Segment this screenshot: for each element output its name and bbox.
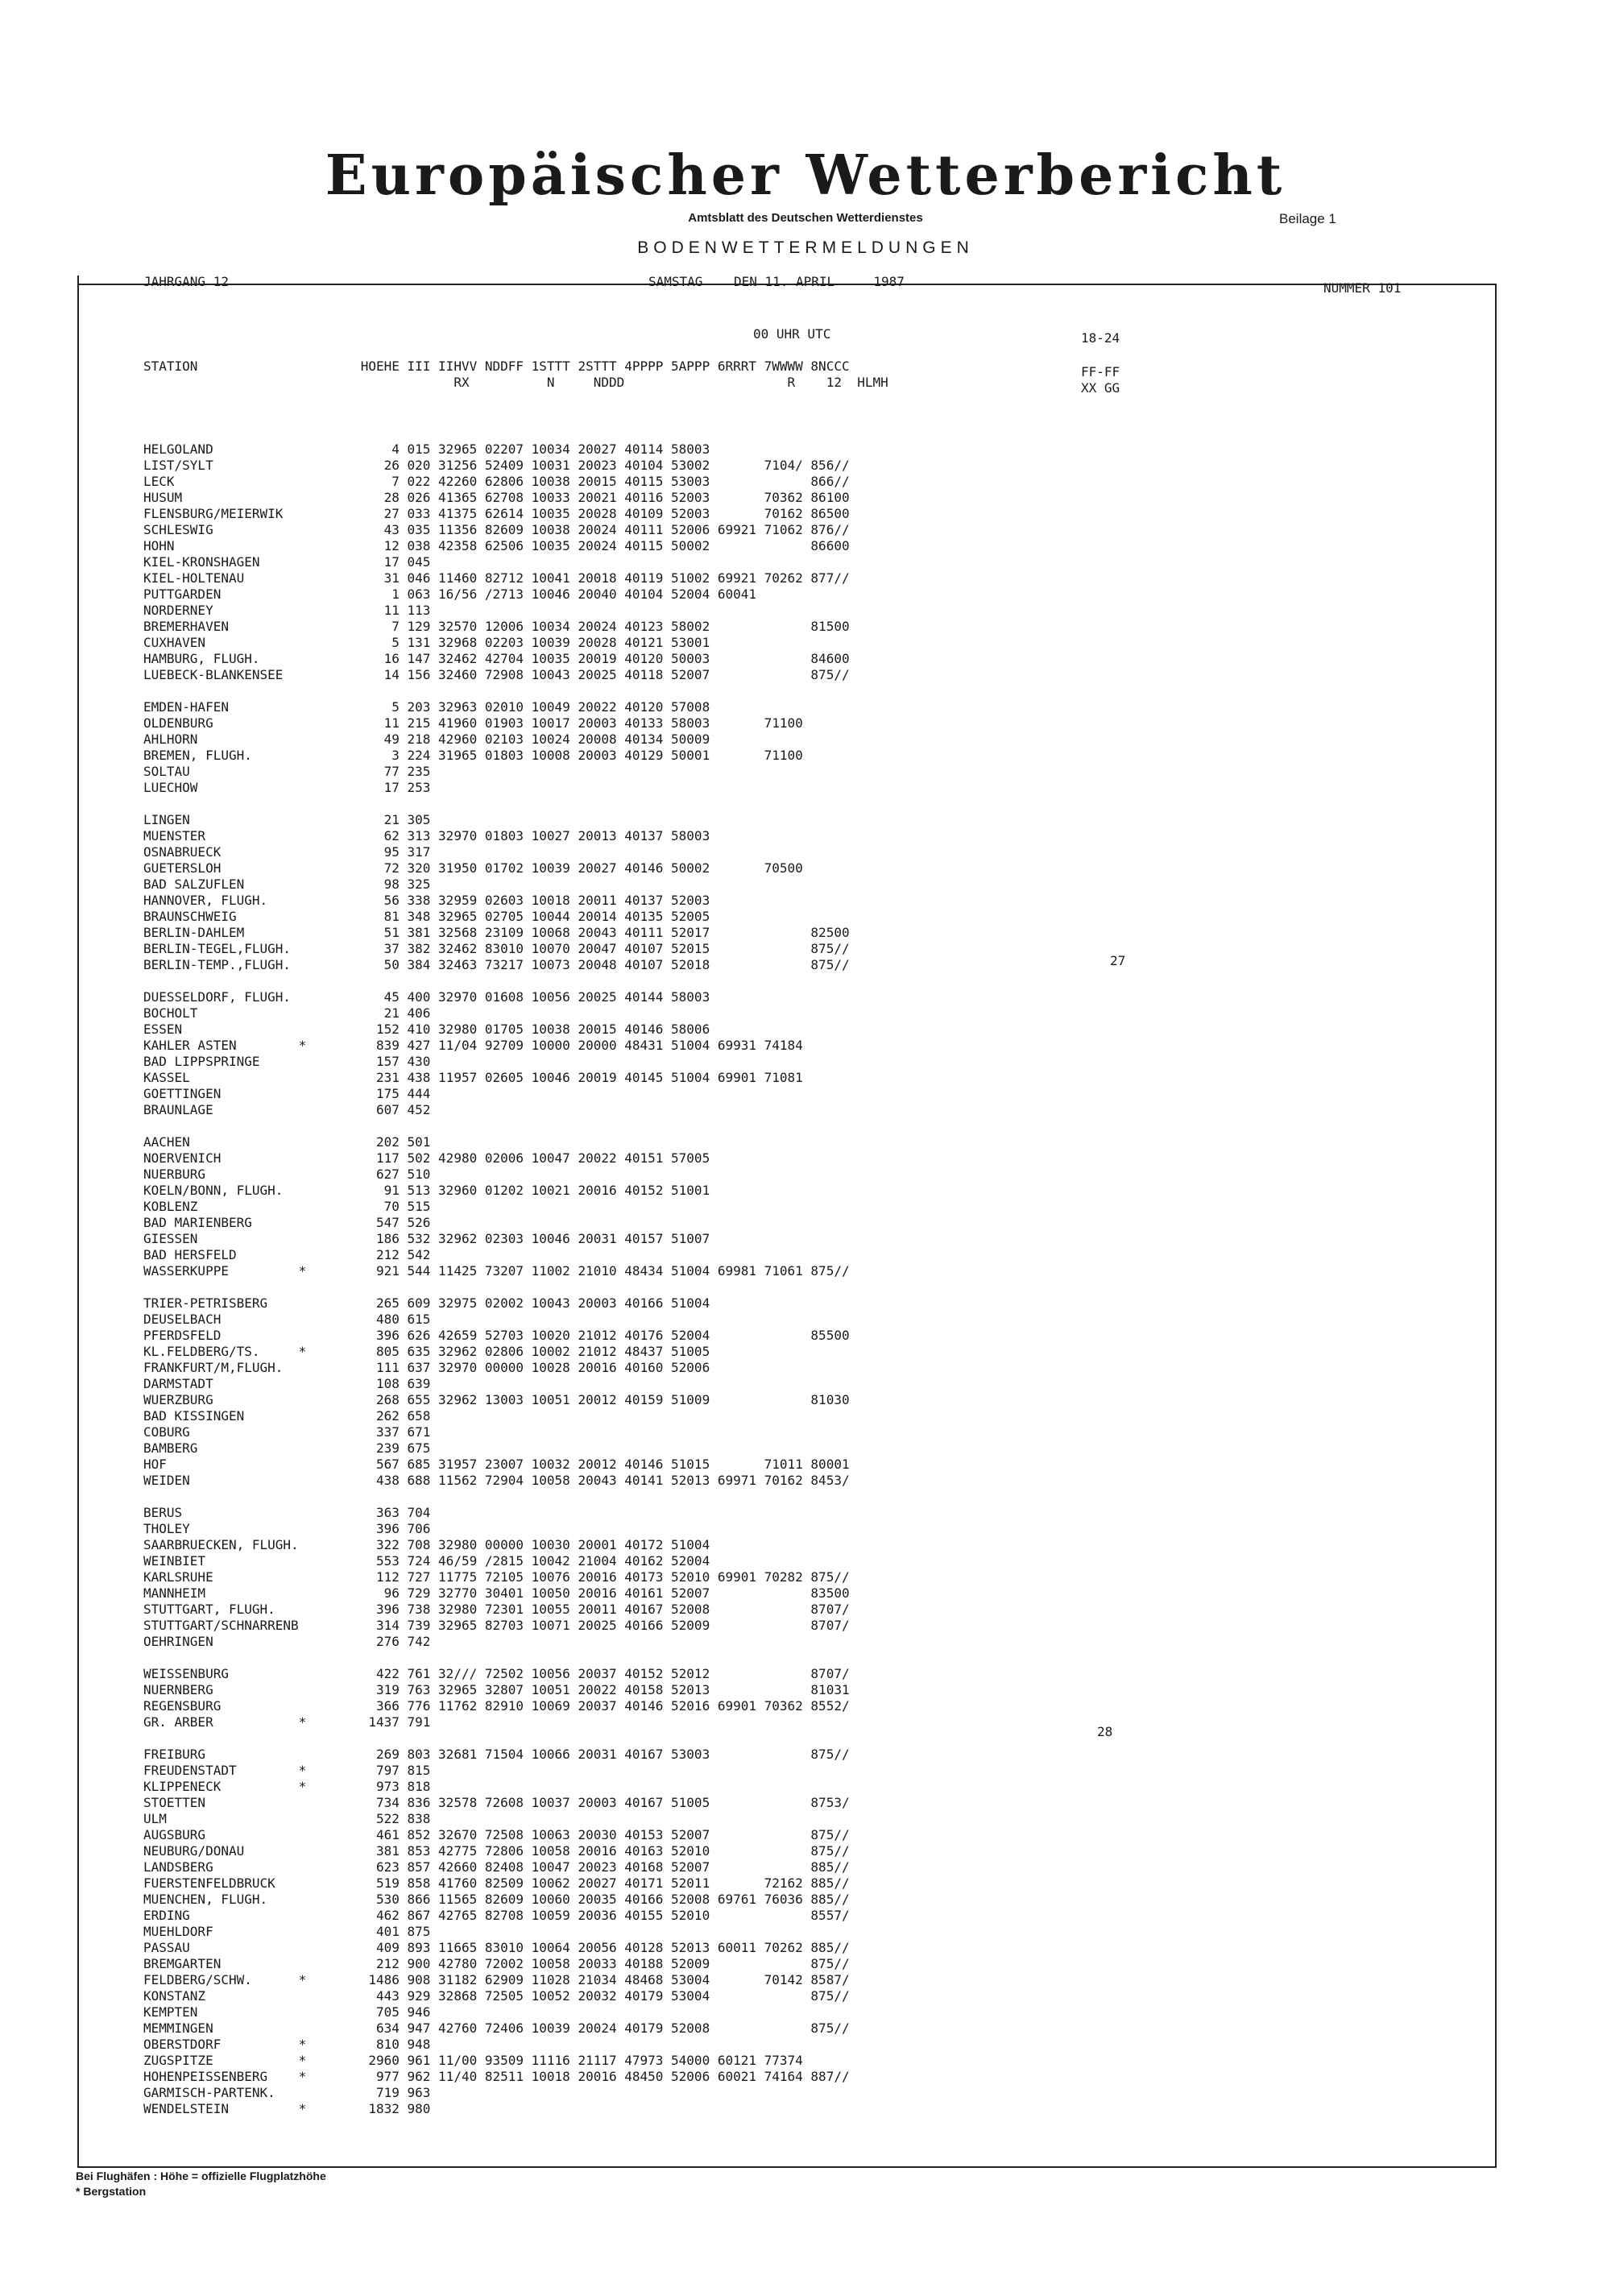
station-table [143, 409, 850, 2133]
footnote-airport-height: Bei Flughäfen : Höhe = offizielle Flugplatzhöhe [76, 2170, 326, 2182]
station-row: TRIER-PETRISBERG 265 609 32975 02002 10043 20003 40166 51004 [143, 1295, 710, 1311]
station-row: FELDBERG/SCHW. * 1486 908 31182 62909 11028 21034 48468 53004 70142 8587/ [143, 1972, 850, 1987]
station-row: BAD HERSFELD 212 542 [143, 1247, 431, 1262]
station-row: KIEL-KRONSHAGEN 17 045 [143, 554, 431, 570]
section-title: BODENWETTERMELDUNGEN [637, 238, 974, 257]
station-row: MUENCHEN, FLUGH. 530 866 11565 82609 10060 20035 40166 52008 69761 76036 885// [143, 1892, 850, 1907]
station-row: ULM 522 838 [143, 1811, 431, 1826]
station-row: FLENSBURG/MEIERWIK 27 033 41375 62614 10035 20028 40109 52003 70162 86500 [143, 506, 850, 521]
station-row: LIST/SYLT 26 020 31256 52409 10031 20023 40104 53002 7104/ 856// [143, 458, 850, 473]
station-row: BERLIN-DAHLEM 51 381 32568 23109 10068 20043 40111 52017 82500 [143, 925, 850, 940]
station-row: LUECHOW 17 253 [143, 780, 431, 795]
station-row: EMDEN-HAFEN 5 203 32963 02010 10049 20022 40120 57008 [143, 699, 710, 715]
station-row: HAMBURG, FLUGH. 16 147 32462 42704 10035 20019 40120 50003 84600 [143, 651, 850, 666]
report-subtitle: Amtsblatt des Deutschen Wetterdienstes [688, 211, 923, 225]
group-spacer [143, 1118, 850, 1134]
station-row: HANNOVER, FLUGH. 56 338 32959 02603 10018 20011 40137 52003 [143, 893, 710, 908]
side-mark: 28 [1097, 1724, 1113, 1739]
station-row: GOETTINGEN 175 444 [143, 1086, 431, 1101]
station-row: BAD SALZUFLEN 98 325 [143, 877, 431, 892]
station-row: LINGEN 21 305 [143, 812, 431, 827]
station-row: WEIDEN 438 688 11562 72904 10058 20043 40141 52013 69971 70162 8453/ [143, 1473, 850, 1488]
station-row: BRAUNLAGE 607 452 [143, 1102, 431, 1117]
station-row: BAD MARIENBERG 547 526 [143, 1215, 431, 1230]
report-title: Europäischer Wetterbericht [325, 143, 1286, 208]
group-spacer [143, 1730, 850, 1747]
station-row: FREUDENSTADT * 797 815 [143, 1763, 431, 1778]
station-row: REGENSBURG 366 776 11762 82910 10069 20037 40146 52016 69901 70362 8552/ [143, 1698, 850, 1714]
station-row: KOELN/BONN, FLUGH. 91 513 32960 01202 10021 20016 40152 51001 [143, 1183, 710, 1198]
station-row: KONSTANZ 443 929 32868 72505 10052 20032 40179 53004 875// [143, 1988, 850, 2004]
station-rows [143, 441, 850, 2117]
station-row: STUTTGART/SCHNARRENB 314 739 32965 82703 10071 20025 40166 52009 8707/ [143, 1618, 850, 1633]
group-spacer [143, 1279, 850, 1295]
station-row: BOCHOLT 21 406 [143, 1005, 431, 1021]
station-row: LECK 7 022 42260 62806 10038 20015 40115 53003 866// [143, 474, 850, 489]
station-row: MEMMINGEN 634 947 42760 72406 10039 20024 40179 52008 875// [143, 2020, 850, 2036]
station-row: OEHRINGEN 276 742 [143, 1634, 431, 1649]
station-row: GIESSEN 186 532 32962 02303 10046 20031 40157 51007 [143, 1231, 710, 1246]
station-row: KL.FELDBERG/TS. * 805 635 32962 02806 10002 21012 48437 51005 [143, 1344, 710, 1359]
station-row: ERDING 462 867 42765 82708 10059 20036 40155 52010 8557/ [143, 1908, 850, 1923]
station-row: WEISSENBURG 422 761 32/// 72502 10056 20037 40152 52012 8707/ [143, 1666, 850, 1681]
issue-number: NUMMER 101 [1323, 280, 1402, 296]
station-row: BAMBERG 239 675 [143, 1440, 431, 1456]
station-row: AUGSBURG 461 852 32670 72508 10063 20030 40153 52007 875// [143, 1827, 850, 1842]
station-row: WASSERKUPPE * 921 544 11425 73207 11002 21010 48434 51004 69981 71061 875// [143, 1263, 850, 1279]
wind-gust-subheader: XX GG [1081, 380, 1120, 396]
station-row: GR. ARBER * 1437 791 [143, 1714, 431, 1730]
station-row: THOLEY 396 706 [143, 1521, 431, 1536]
station-row: AHLHORN 49 218 42960 02103 10024 20008 40134 50009 [143, 731, 710, 747]
station-row: KEMPTEN 705 946 [143, 2004, 431, 2020]
group-spacer [143, 1650, 850, 1666]
column-header-row-2: RX N NDDD R 12 HLMH [143, 375, 888, 390]
station-row: LANDSBERG 623 857 42660 82408 10047 20023 40168 52007 885// [143, 1859, 850, 1875]
station-row: MUENSTER 62 313 32970 01803 10027 20013 40137 58003 [143, 828, 710, 843]
station-row: DUESSELDORF, FLUGH. 45 400 32970 01608 10056 20025 40144 58003 [143, 989, 710, 1005]
station-row: SCHLESWIG 43 035 11356 82609 10038 20024 40111 52006 69921 71062 876// [143, 522, 850, 537]
group-spacer [143, 683, 850, 699]
station-row: AACHEN 202 501 [143, 1134, 431, 1150]
station-row: KASSEL 231 438 11957 02605 10046 20019 40145 51004 69901 71081 [143, 1070, 803, 1085]
wind-gust-header: FF-FF [1081, 364, 1120, 379]
station-row: KLIPPENECK * 973 818 [143, 1779, 431, 1794]
station-row: ZUGSPITZE * 2960 961 11/00 93509 11116 21117 47973 54000 60121 77374 [143, 2053, 803, 2068]
group-spacer [143, 796, 850, 812]
period-label: 18-24 [1081, 330, 1120, 346]
station-row: FUERSTENFELDBRUCK 519 858 41760 82509 10062 20027 40171 52011 72162 885// [143, 1875, 850, 1891]
station-row: KAHLER ASTEN * 839 427 11/04 92709 10000 20000 48431 51004 69931 74184 [143, 1038, 803, 1053]
station-row: BAD KISSINGEN 262 658 [143, 1408, 431, 1424]
group-spacer [143, 973, 850, 989]
observation-time: 00 UHR UTC [753, 326, 831, 342]
station-row: OLDENBURG 11 215 41960 01903 10017 20003 40133 58003 71100 [143, 715, 803, 731]
station-row: KIEL-HOLTENAU 31 046 11460 82712 10041 20018 40119 51002 69921 70262 877// [143, 570, 850, 586]
side-mark: 27 [1110, 953, 1126, 968]
station-row: PFERDSFELD 396 626 42659 52703 10020 21012 40176 52004 85500 [143, 1328, 850, 1343]
station-row: CUXHAVEN 5 131 32968 02203 10039 20028 40121 53001 [143, 635, 710, 650]
station-row: MUEHLDORF 401 875 [143, 1924, 431, 1939]
station-row: NUERNBERG 319 763 32965 32807 10051 20022 40158 52013 81031 [143, 1682, 850, 1697]
station-row: PASSAU 409 893 11665 83010 10064 20056 40128 52013 60011 70262 885// [143, 1940, 850, 1955]
station-row: ESSEN 152 410 32980 01705 10038 20015 40146 58006 [143, 1022, 710, 1037]
station-row: PUTTGARDEN 1 063 16/56 /2713 10046 20040 40104 52004 60041 [143, 586, 756, 602]
station-row: OBERSTDORF * 810 948 [143, 2037, 431, 2052]
station-row: BRAUNSCHWEIG 81 348 32965 02705 10044 20014 40135 52005 [143, 909, 710, 924]
station-row: NEUBURG/DONAU 381 853 42775 72806 10058 20016 40163 52010 875// [143, 1843, 850, 1859]
station-row: WENDELSTEIN * 1832 980 [143, 2101, 431, 2116]
station-row: DARMSTADT 108 639 [143, 1376, 431, 1391]
station-row: GARMISCH-PARTENK. 719 963 [143, 2085, 431, 2100]
station-row: STUTTGART, FLUGH. 396 738 32980 72301 10055 20011 40167 52008 8707/ [143, 1602, 850, 1617]
volume-label: JAHRGANG 12 [143, 274, 229, 289]
station-row: NUERBURG 627 510 [143, 1167, 431, 1182]
station-row: WUERZBURG 268 655 32962 13003 10051 20012 40159 51009 81030 [143, 1392, 850, 1407]
station-row: BAD LIPPSPRINGE 157 430 [143, 1054, 431, 1069]
station-row: HOF 567 685 31957 23007 10032 20012 40146 51015 71011 80001 [143, 1457, 850, 1472]
station-row: WEINBIET 553 724 46/59 /2815 10042 21004 40162 52004 [143, 1553, 710, 1569]
station-row: MANNHEIM 96 729 32770 30401 10050 20016 40161 52007 83500 [143, 1585, 850, 1601]
station-row: BREMGARTEN 212 900 42780 72002 10058 20033 40188 52009 875// [143, 1956, 850, 1971]
station-row: HOHENPEISSENBERG * 977 962 11/40 82511 10018 20016 48450 52006 60021 74164 887// [143, 2069, 850, 2084]
issue-date: SAMSTAG DEN 11. APRIL 1987 [648, 274, 905, 289]
station-row: BREMERHAVEN 7 129 32570 12006 10034 20024 40123 58002 81500 [143, 619, 850, 634]
table-right-rule [1495, 284, 1497, 2166]
station-row: OSNABRUECK 95 317 [143, 844, 431, 860]
station-row: SOLTAU 77 235 [143, 764, 431, 779]
station-row: SAARBRUECKEN, FLUGH. 322 708 32980 00000 10030 20001 40172 51004 [143, 1537, 710, 1552]
station-row: DEUSELBACH 480 615 [143, 1312, 431, 1327]
station-row: BREMEN, FLUGH. 3 224 31965 01803 10008 20003 40129 50001 71100 [143, 748, 803, 763]
station-row: COBURG 337 671 [143, 1424, 431, 1440]
station-row: STOETTEN 734 836 32578 72608 10037 20003 40167 51005 8753/ [143, 1795, 850, 1810]
station-row: KOBLENZ 70 515 [143, 1199, 431, 1214]
station-row: HOHN 12 038 42358 62506 10035 20024 40115 50002 86600 [143, 538, 850, 553]
station-row: NORDERNEY 11 113 [143, 603, 431, 618]
footnote-mountain-station: * Bergstation [76, 2185, 147, 2198]
station-row: KARLSRUHE 112 727 11775 72105 10076 20016 40173 52010 69901 70282 875// [143, 1569, 850, 1585]
column-header-row-1: STATION HOEHE III IIHVV NDDFF 1STTT 2STTT 4PPPP 5APPP 6RRRT 7WWWW 8NCCC [143, 358, 850, 374]
station-row: LUEBECK-BLANKENSEE 14 156 32460 72908 10043 20025 40118 52007 875// [143, 667, 850, 682]
station-row: HELGOLAND 4 015 32965 02207 10034 20027 40114 58003 [143, 441, 710, 457]
supplement-label: Beilage 1 [1279, 211, 1336, 226]
station-row: BERLIN-TEGEL,FLUGH. 37 382 32462 83010 10070 20047 40107 52015 875// [143, 941, 850, 956]
station-row: FREIBURG 269 803 32681 71504 10066 20031 40167 53003 875// [143, 1747, 850, 1762]
station-row: GUETERSLOH 72 320 31950 01702 10039 20027 40146 50002 70500 [143, 860, 803, 876]
station-row: BERUS 363 704 [143, 1505, 431, 1520]
station-row: HUSUM 28 026 41365 62708 10033 20021 40116 52003 70362 86100 [143, 490, 850, 505]
station-row: FRANKFURT/M,FLUGH. 111 637 32970 00000 10028 20016 40160 52006 [143, 1360, 710, 1375]
group-spacer [143, 1489, 850, 1505]
station-row: NOERVENICH 117 502 42980 02006 10047 20022 40151 57005 [143, 1150, 710, 1166]
station-row: BERLIN-TEMP.,FLUGH. 50 384 32463 73217 10073 20048 40107 52018 875// [143, 957, 850, 972]
